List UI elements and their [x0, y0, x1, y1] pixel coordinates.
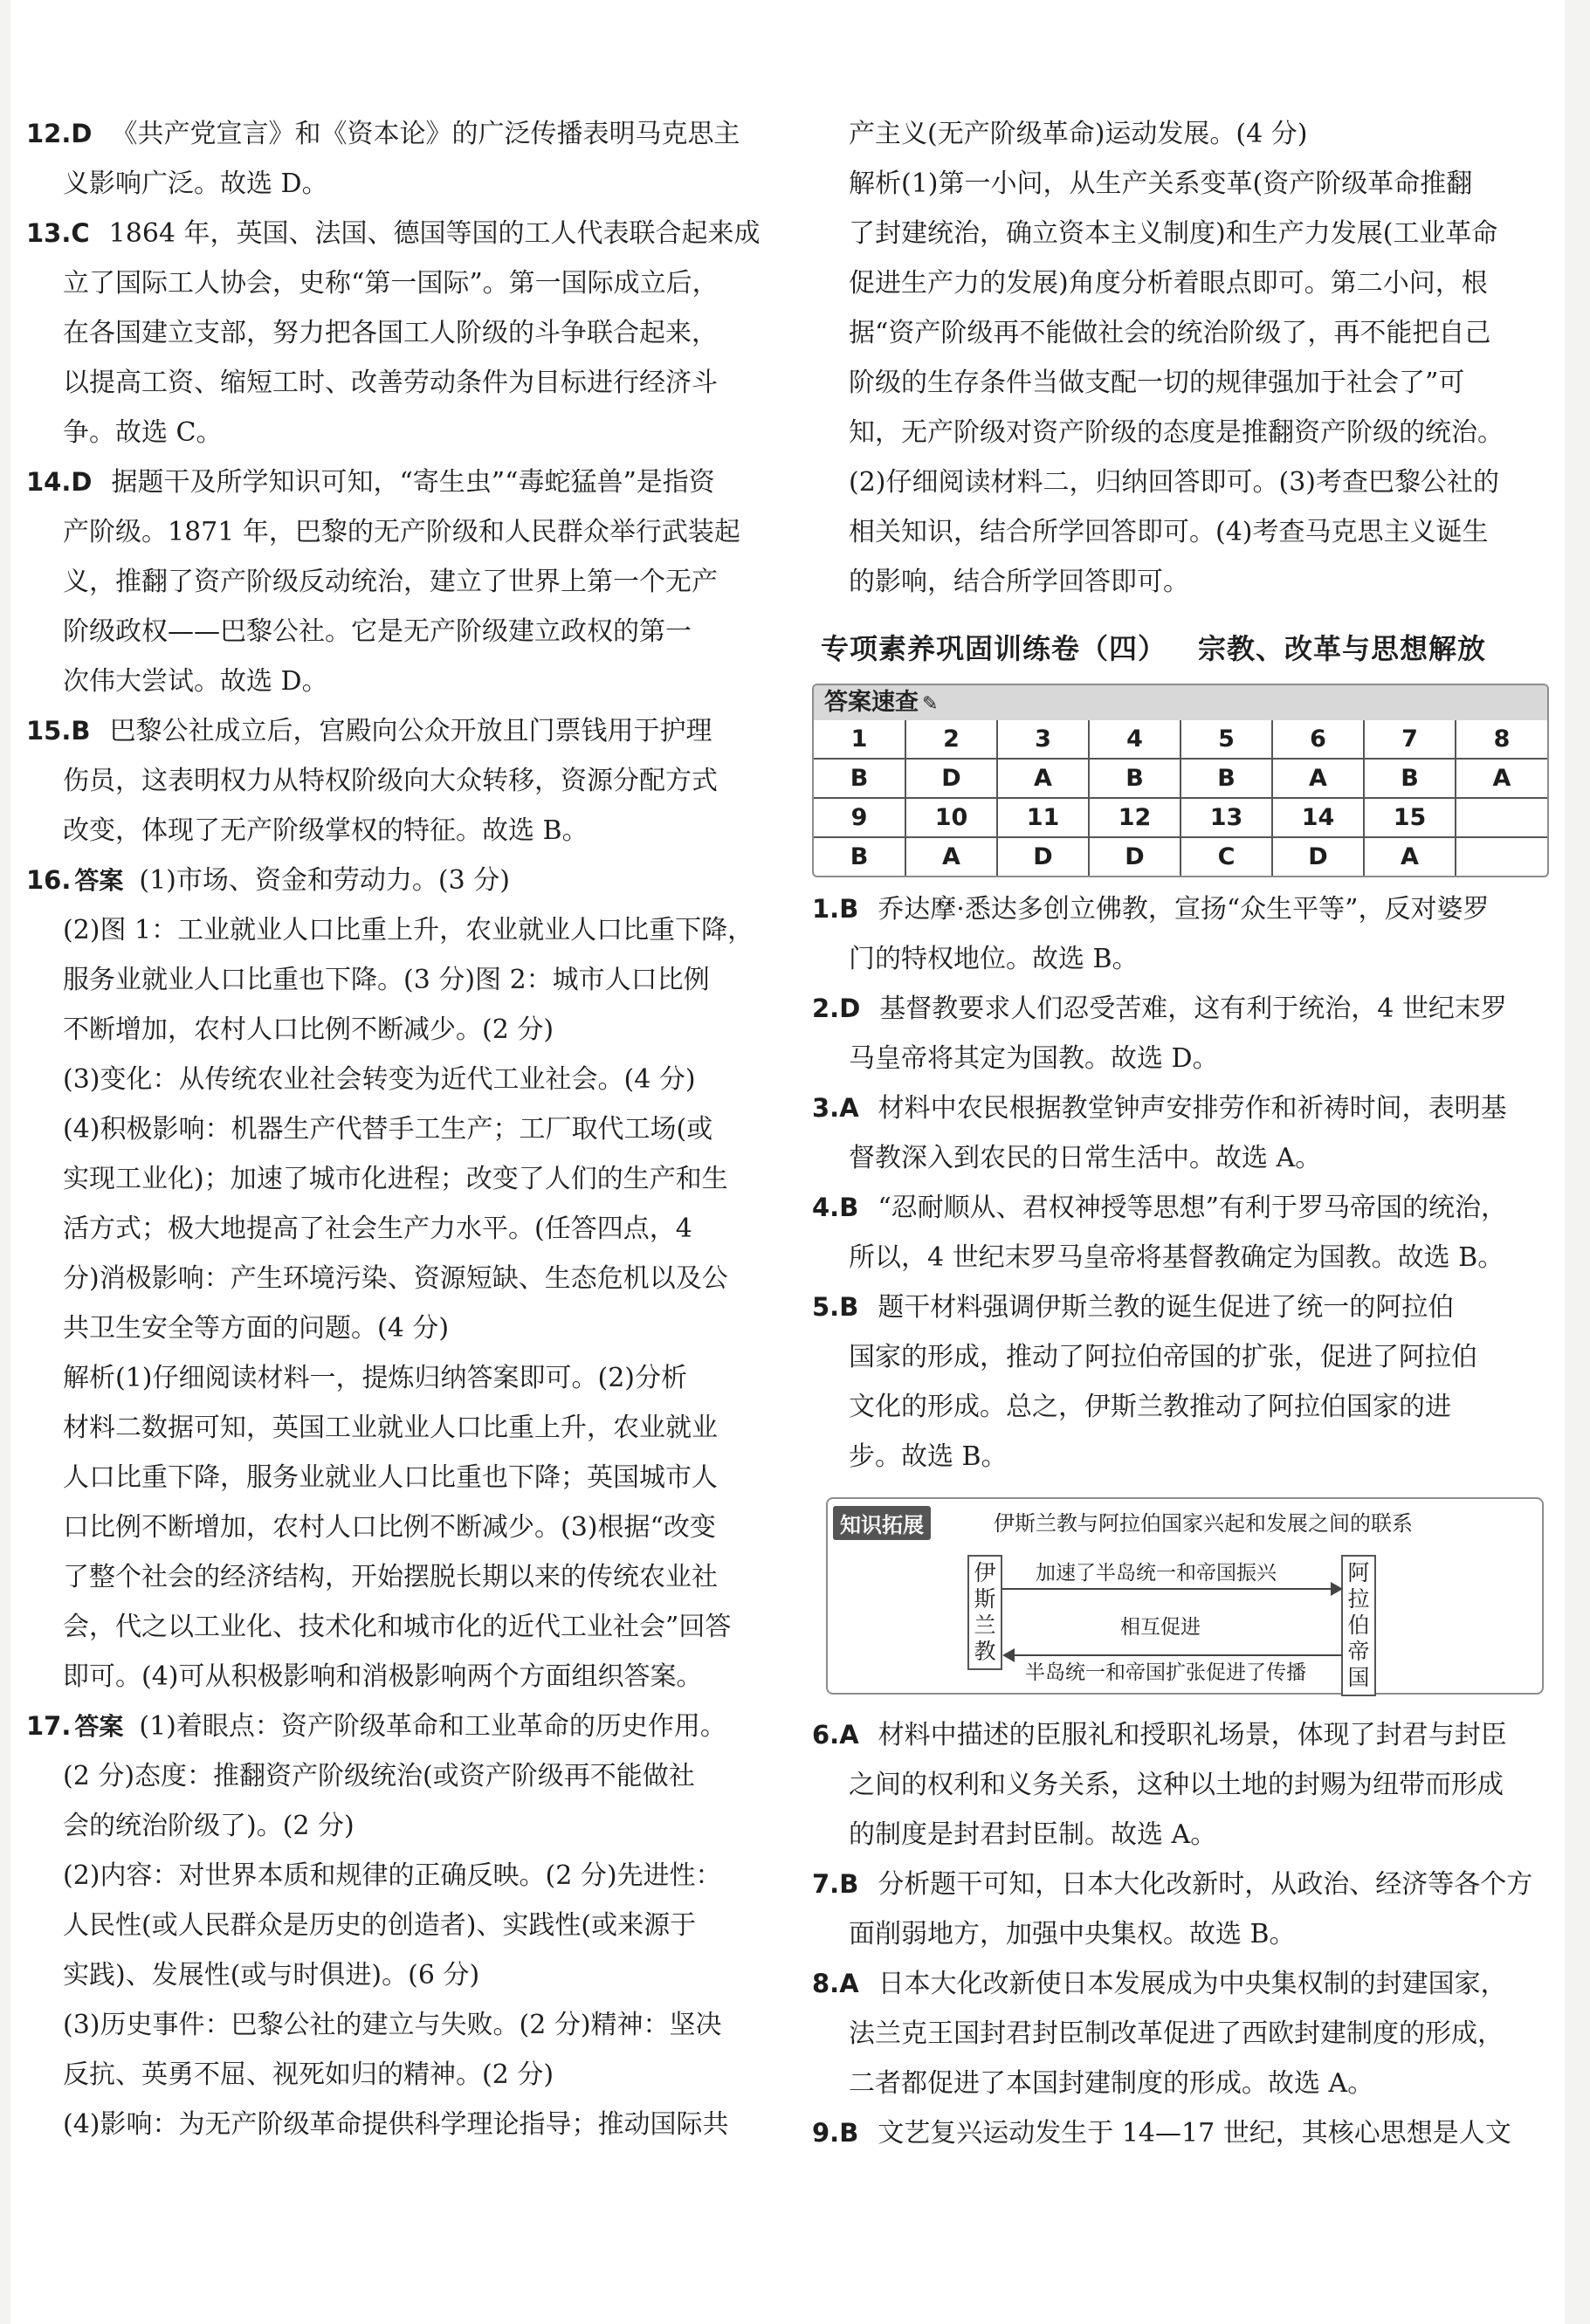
answer-number-cell: 10 — [905, 798, 997, 837]
question-number: 5.B — [812, 1292, 859, 1322]
answer-number-cell: 4 — [1089, 720, 1180, 759]
answer-number-cell: 5 — [1180, 720, 1272, 759]
question-number: 4.B — [812, 1193, 859, 1222]
answer-number-cell: 11 — [997, 798, 1089, 837]
answer-key-cell: A — [1272, 759, 1364, 798]
knowledge-extension-label: 知识拓展 — [833, 1506, 931, 1540]
answer-key-cell: C — [1180, 837, 1272, 876]
question-number: 2.D — [812, 994, 861, 1023]
answer-key-cell: B — [814, 759, 905, 798]
answer-key-cell: B — [814, 837, 905, 876]
question-13: 13.C 1864 年，英国、法国、德国等国的工人代表联合起来成 立了国际工人协会，史称“第一国际”。第一国际成立后， 在各国建立支部，努力把各国工人阶级的斗争联合起来， 以提高工资、缩短工时、改善劳动条件为目标进行经济斗 争。故选 C。 — [26, 218, 761, 448]
knowledge-extension-title: 伊斯兰教与阿拉伯国家兴起和发展之间的联系 — [994, 1511, 1413, 1536]
answer-number-cell: 3 — [997, 720, 1089, 759]
question-3: 3.A 材料中农民根据教堂钟声安排劳作和祈祷时间，表明基 督教深入到农民的日常生活中。故选 A。 — [812, 1093, 1507, 1173]
answer-number-cell: 9 — [814, 798, 905, 837]
answer-number-cell: 6 — [1272, 720, 1364, 759]
arab-empire-box-label: 阿 拉 伯 帝 国 — [1347, 1560, 1370, 1690]
question-2: 2.D 基督教要求人们忍受苦难，这有利于统治，4 世纪末罗 马皇帝将其定为国教。故选 D。 — [812, 994, 1507, 1074]
answer-key-row — [814, 837, 1547, 876]
answer-number-cell: 14 — [1272, 798, 1364, 837]
question-1: 1.B 乔达摩·悉达多创立佛教，宣扬“众生平等”，反对婆罗 门的特权地位。故选 B。 — [812, 894, 1490, 974]
answer-key-cell: D — [1089, 837, 1180, 876]
answer-key-cell: B — [1089, 759, 1180, 798]
right-arrow-icon — [1331, 1582, 1343, 1596]
answer-key-row — [814, 759, 1547, 798]
pencil-icon: ✎ — [922, 693, 939, 715]
answer-number-row — [814, 798, 1547, 837]
question-number: 16. — [26, 865, 72, 895]
question-number: 8.A — [812, 1969, 859, 1998]
page — [10, 0, 1565, 2324]
question-number: 1.B — [812, 894, 859, 924]
answer-number-cell: 7 — [1364, 720, 1456, 759]
question-6: 6.A 材料中描述的臣服礼和授职礼场景，体现了封君与封臣 之间的权利和义务关系，这种以土地的封赐为纽带而形成 的制度是封君封臣制。故选 A。 — [812, 1720, 1507, 1850]
question-17-continued: 产主义(无产阶级革命)运动发展。(4 分) 解析(1)第一小问，从生产关系变革(资产阶级革命推翻 了封建统治，确立资本主义制度)和生产力发展(工业革命 促进生产力的发展)角度分析着眼点即可。第二小问，根 据“资产阶级再不能做社会的统治阶级了，再不能把自己 阶级的生存条件当做支配一切的规律强加于社会了”可 知，无产阶级对资产阶级的态度是推翻资产阶级的统治。 (2)仔细阅读材料二，归纳回答即可。(3)考查巴黎公社的 相关知识，结合所学回答即可。(4)考查马克思主义诞生 的影响，结合所学回答即可。 — [849, 119, 1504, 597]
answer-quick-check — [812, 684, 1549, 877]
answer-number-cell: 2 — [905, 720, 997, 759]
answer-tag: 答案 — [74, 866, 124, 895]
answer-key-cell: D — [1272, 837, 1364, 876]
question-8: 8.A 日本大化改新使日本发展成为中央集权制的封建国家， 法兰克王国封君封臣制改革促进了西欧封建制度的形成， 二者都促进了本国封建制度的形成。故选 A。 — [812, 1969, 1507, 2099]
left-column — [26, 109, 777, 2149]
question-number: 13.C — [26, 218, 90, 248]
top-relation-text: 加速了半岛统一和帝国振兴 — [1036, 1562, 1277, 1585]
question-16: 16. 答案 (1)市场、资金和劳动力。(3 分) (2)图 1：工业就业人口比重上升，农业就业人口比重下降， 服务业就业人口比重也下降。(3 分)图 2：城市人口比例 不断增加，农村人口比例不断减少。(2 分) (3)变化：从传统农业社会转变为近代工业社会。(4 分) (4)积极影响：机器生产代替手工生产；工厂取代工场(或 实现工业化)；加速了城市化进程；改变了人们的生产和生 活方式；极大地提高了社会生产力水平。(任答四点，4 分)消极影响：产生环境污染、资源短缺、生态危机以及公 共卫生安全等方面的问题。(4 分) 解析(1)仔细阅读材料一，提炼归纳答案即可。(2)分析 材料二数据可知，英国工业就业人口比重上升，农业就业 人口比重下降，服务业就业人口比重也下降；英国城市人 口比例不断增加，农村人口比例不断减少。(3)根据“改变 了整个社会的经济结构，开始摆脱长期以来的传统农业社 会，代之以工业化、技术化和城市化的近代工业社会”回答 即可。(4)可从积极影响和消极影响两个方面组织答案。 — [26, 865, 754, 1692]
question-17: 17. 答案 (1)着眼点：资产阶级革命和工业革命的历史作用。 (2 分)态度：推翻资产阶级统治(或资产阶级再不能做社 会的统治阶级了)。(2 分) (2)内容：对世界本质和规律的正确反映。(2 分)先进性： 人民性(或人民群众是历史的创造者)、实践性(或来源于 实践)、发展性(或与时俱进)。(6 分) (3)历史事件：巴黎公社的建立与失败。(2 分)精神：坚决 反抗、英勇不屈、视死如归的精神。(2 分) (4)影响：为无产阶级革命提供科学理论指导；推动国际共 — [26, 1711, 729, 2140]
section-title: 专项素养巩固训练卷（四） 宗教、改革与思想解放 — [821, 632, 1487, 665]
answer-quick-check-header: 答案速查 ✎ — [814, 685, 1547, 720]
left-arrow-icon — [1002, 1648, 1015, 1662]
answer-number-cell: 15 — [1364, 798, 1456, 837]
answer-number-cell: 13 — [1180, 798, 1272, 837]
answer-key-cell: D — [905, 759, 997, 798]
question-14: 14.D 据题干及所学知识可知，“寄生虫”“毒蛇猛兽”是指资 产阶级。1871 年，巴黎的无产阶级和人民群众举行武装起 义，推翻了资产阶级反动统治，建立了世界上第一个无产 阶级政权——巴黎公社。它是无产阶级建立政权的第一 次伟大尝试。故选 D。 — [26, 467, 740, 697]
answer-number-cell: 1 — [814, 720, 905, 759]
answer-number-row — [814, 720, 1547, 759]
knowledge-extension-box — [826, 1497, 1544, 1695]
answer-key-cell: B — [1180, 759, 1272, 798]
answer-key-cell: D — [997, 837, 1089, 876]
analysis-tag: 解析 — [63, 1363, 115, 1393]
middle-relation-text: 相互促进 — [1120, 1616, 1201, 1639]
question-number: 15.B — [26, 716, 91, 746]
analysis-tag: 解析 — [849, 168, 901, 199]
question-12: 12.D 《共产党宣言》和《资本论》的广泛传播表明马克思主 义影响广泛。故选 D。 — [26, 119, 740, 199]
answer-tag: 答案 — [74, 1712, 124, 1741]
question-4: 4.B “忍耐顺从、君权神授等思想”有利于罗马帝国的统治， 所以，4 世纪末罗马皇帝将基督教确定为国教。故选 B。 — [812, 1193, 1507, 1273]
question-number: 7.B — [812, 1869, 859, 1899]
islam-box — [967, 1555, 1002, 1670]
islam-box-label: 伊 斯 兰 教 — [974, 1560, 996, 1664]
question-number: 6.A — [812, 1720, 859, 1750]
question-7: 7.B 分析题干可知，日本大化改新时，从政治、经济等各个方 面削弱地方，加强中央集权。故选 B。 — [812, 1869, 1533, 1949]
answer-key-cell: A — [1364, 837, 1456, 876]
bottom-relation-text: 半岛统一和帝国扩张促进了传播 — [1025, 1661, 1306, 1684]
question-5: 5.B 题干材料强调伊斯兰教的诞生促进了统一的阿拉伯 国家的形成，推动了阿拉伯帝国的扩张，促进了阿拉伯 文化的形成。总之，伊斯兰教推动了阿拉伯国家的进 步。故选 B。 — [812, 1292, 1477, 1472]
answer-key-cell: B — [1364, 759, 1456, 798]
answer-key-cell: A — [997, 759, 1089, 798]
answer-number-cell — [1456, 798, 1547, 837]
question-number: 14.D — [26, 467, 93, 497]
question-number: 9.B — [812, 2118, 859, 2148]
answer-key-cell — [1456, 837, 1547, 876]
top-arrow-line — [1002, 1588, 1332, 1590]
right-column — [812, 109, 1550, 2158]
question-9: 9.B 文艺复兴运动发生于 14—17 世纪，其核心思想是人文 — [812, 2118, 1511, 2149]
question-number: 3.A — [812, 1093, 859, 1123]
answer-key-cell: A — [1456, 759, 1547, 798]
question-number: 12.D — [26, 119, 93, 148]
question-15: 15.B 巴黎公社成立后，宫殿向公众开放且门票钱用于护理 伤员，这表明权力从特权阶级向大众转移，资源分配方式 改变，体现了无产阶级掌权的特征。故选 B。 — [26, 716, 718, 846]
answer-key-cell: A — [905, 837, 997, 876]
answer-number-cell: 12 — [1089, 798, 1180, 837]
answer-number-cell: 8 — [1456, 720, 1547, 759]
question-number: 17. — [26, 1711, 72, 1741]
answer-table — [814, 720, 1547, 876]
arab-empire-box — [1341, 1555, 1376, 1696]
